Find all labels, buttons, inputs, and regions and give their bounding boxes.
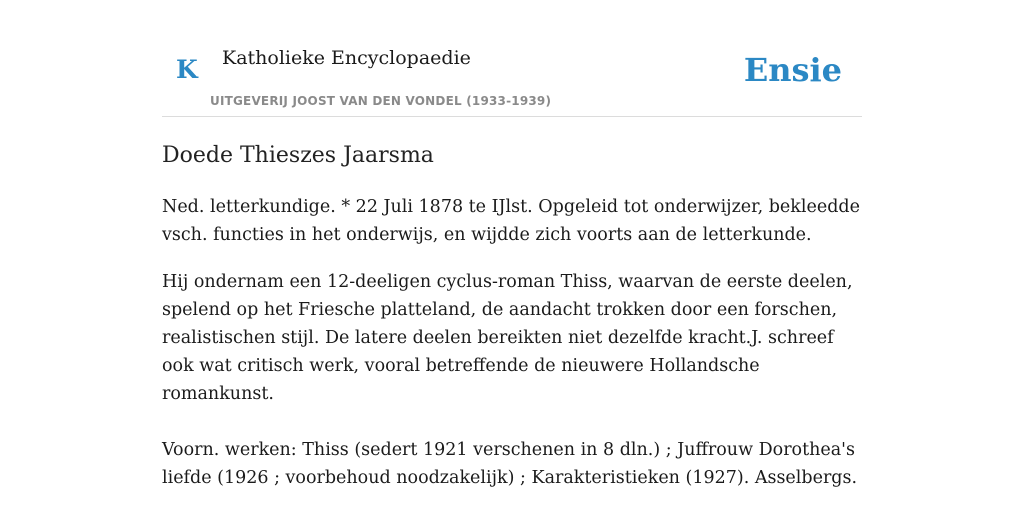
article-paragraph: Hij ondernam een 12-deeligen cyclus-roman Thiss, waarvan de eerste deelen, spelend op het Friesche platteland, de aandacht trokken door een forschen, realistischen stijl. De latere deelen bereikten niet dezelfde kracht.J. schreef ook wat critisch werk, vooral betreffende de nieuwere Hollandsche romankunst. (162, 272, 853, 404)
article-body (162, 141, 862, 492)
site-title[interactable]: Katholieke Encyclopaedie (222, 47, 471, 69)
page-container (162, 0, 862, 492)
article-paragraph: Voorn. werken: Thiss (sedert 1921 verschenen in 8 dln.) ; Juffrouw Dorothea's liefde (1926 ; voorbehoud noodzakelijk) ; Karakteristieken (1927). Asselbergs. (162, 440, 858, 488)
publisher-subtitle: UITGEVERIJ JOOST VAN DEN VONDEL (1933-1939) (210, 94, 552, 108)
article-paragraph: Ned. letterkundige. * 22 Juli 1878 te IJlst. Opgeleid tot onderwijzer, bekleedde vsch. functies in het onderwijs, en wijdde zich voorts aan de letterkunde. (162, 197, 860, 245)
article-title: Doede Thieszes Jaarsma (162, 143, 434, 168)
site-header (162, 0, 862, 117)
logo-k-icon[interactable]: K (176, 55, 198, 84)
ensie-brand-link[interactable]: Ensie (743, 51, 842, 89)
